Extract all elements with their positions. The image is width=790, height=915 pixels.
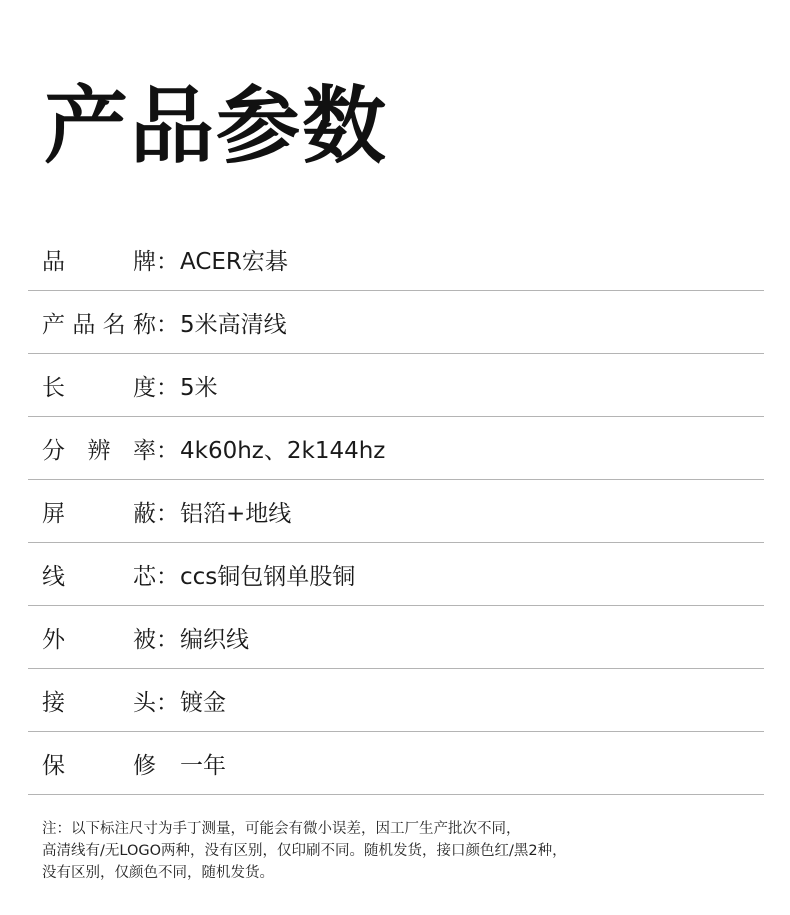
spec-label-char: 头 (133, 689, 156, 716)
spec-label-char: 蔽 (133, 500, 156, 527)
spec-row (28, 354, 764, 417)
spec-colon: ： (156, 626, 179, 653)
spec-colon (156, 747, 178, 780)
spec-label (28, 621, 178, 654)
spec-value: ACER宏碁 (180, 248, 288, 275)
spec-label-char: 率 (133, 437, 156, 464)
spec-label-char: 保 (42, 752, 65, 779)
spec-label-char: 被 (133, 626, 156, 653)
footnote (42, 818, 762, 884)
spec-label-char: 外 (42, 626, 65, 653)
spec-label (28, 432, 178, 465)
spec-label-text (42, 558, 156, 591)
spec-label-char: 长 (42, 374, 65, 401)
spec-label-char: 产 (42, 311, 65, 338)
spec-label-char: 接 (42, 689, 65, 716)
spec-label-text (42, 684, 156, 717)
spec-label (28, 558, 178, 591)
spec-label-char: 品 (72, 311, 96, 338)
spec-label-char: 线 (42, 563, 65, 590)
spec-label-char: 名 (102, 311, 126, 338)
footnote-line: 高清线有/无LOGO两种，没有区别，仅印刷不同。随机发货，接口颜色红/黑2种， (42, 843, 567, 859)
spec-label-text (42, 306, 156, 339)
spec-label-char: 品 (42, 248, 65, 275)
spec-label-char: 称 (132, 311, 156, 338)
spec-label-char: 度 (133, 374, 156, 401)
footnote-line: 没有区别，仅颜色不同，随机发货。 (42, 865, 274, 881)
spec-row (28, 228, 764, 291)
spec-label-text (42, 747, 156, 780)
footnote-line: 注：以下标注尺寸为手丁测量，可能会有微小误差，因工厂生产批次不同， (42, 821, 521, 837)
spec-label-text (42, 432, 156, 465)
spec-label (28, 243, 178, 276)
spec-label-char: 牌 (133, 248, 156, 275)
spec-colon: ： (156, 500, 179, 527)
spec-colon: ： (156, 311, 179, 338)
spec-row (28, 291, 764, 354)
spec-label-text (42, 369, 156, 402)
spec-row (28, 480, 764, 543)
spec-colon: ： (156, 437, 179, 464)
spec-row (28, 669, 764, 732)
spec-label-char: 辨 (87, 437, 111, 464)
spec-label (28, 306, 178, 339)
spec-value: 5米高清线 (180, 311, 287, 338)
spec-value: ccs铜包钢单股铜 (180, 563, 356, 590)
spec-value: 一年 (180, 752, 226, 779)
spec-value: 镀金 (180, 689, 226, 716)
spec-colon: ： (156, 563, 179, 590)
spec-label (28, 684, 178, 717)
spec-label-text (42, 495, 156, 528)
spec-label (28, 747, 178, 780)
page-title: 产品参数 (44, 77, 389, 175)
spec-colon: ： (156, 248, 179, 275)
spec-value: 编织线 (180, 626, 249, 653)
spec-label-char: 芯 (133, 563, 156, 590)
spec-table (28, 228, 764, 795)
spec-label-char: 分 (42, 437, 65, 464)
spec-label (28, 369, 178, 402)
spec-label-text (42, 243, 156, 276)
spec-value: 铝箔+地线 (180, 500, 292, 527)
spec-row (28, 606, 764, 669)
spec-row (28, 732, 764, 795)
spec-colon: ： (156, 689, 179, 716)
spec-row (28, 417, 764, 480)
spec-value: 4k60hz、2k144hz (180, 437, 386, 464)
spec-value: 5米 (180, 374, 218, 401)
spec-colon: ： (156, 374, 179, 401)
spec-label-char: 屏 (42, 500, 65, 527)
spec-label-text (42, 621, 156, 654)
spec-label-char: 修 (133, 752, 156, 779)
spec-label (28, 495, 178, 528)
spec-row (28, 543, 764, 606)
